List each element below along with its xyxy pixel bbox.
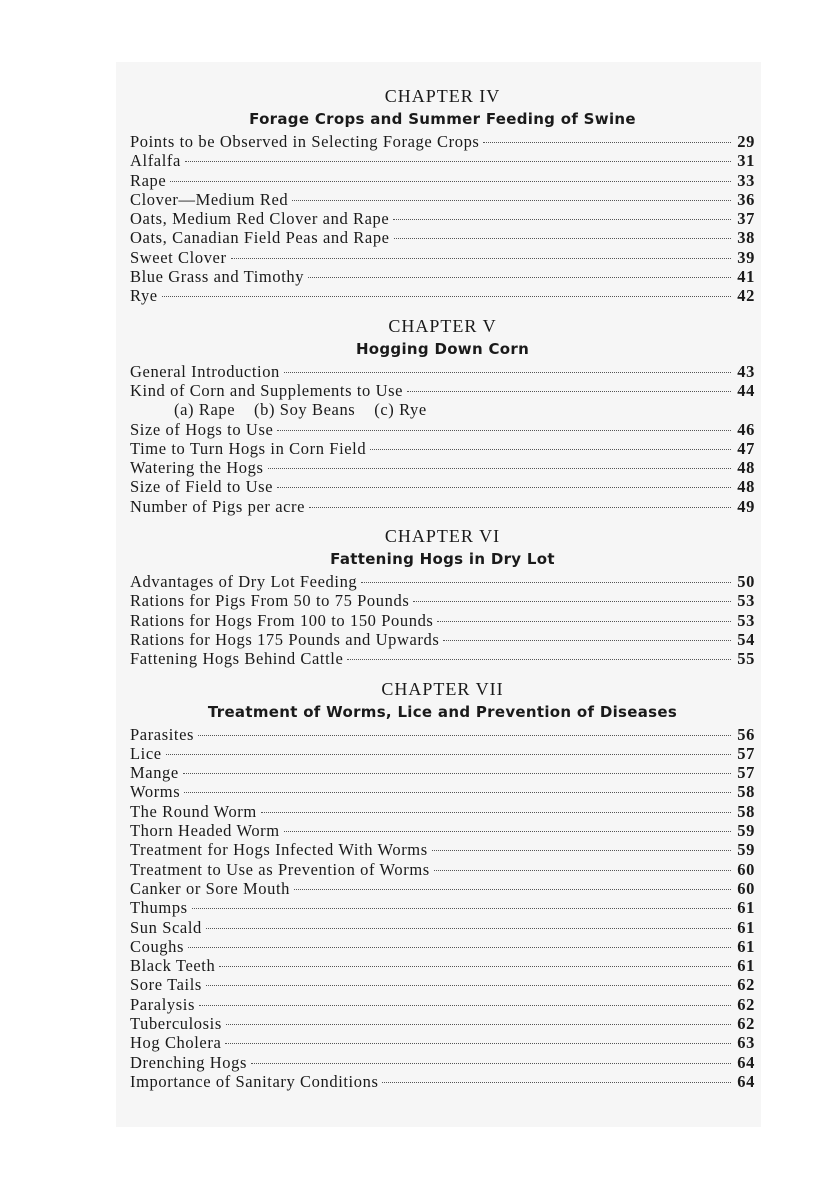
dot-leader [393,219,731,220]
toc-entry-label: Hog Cholera [130,1033,222,1053]
dot-leader [382,1082,731,1083]
toc-entry-label: The Round Worm [130,801,257,821]
chapter-title: CHAPTER VII [381,678,504,699]
toc-page-number: 61 [737,917,755,937]
toc-entry-label: Coughs [130,936,185,956]
toc-entry[interactable] [130,744,755,763]
toc-entry[interactable] [130,228,755,247]
toc-entry[interactable] [130,248,755,267]
toc-entry-label: Rations for Pigs From 50 to 75 Pounds [130,591,410,611]
toc-entry[interactable] [130,1072,755,1091]
dot-leader [308,277,731,278]
toc-entry-label: Sore Tails [130,975,202,995]
toc-page-number: 60 [737,878,755,898]
chapter-subtitle: Fattening Hogs in Dry Lot [330,550,555,569]
dot-leader [261,812,731,813]
toc-entry[interactable] [130,898,755,917]
toc-entry-label: Drenching Hogs [130,1052,248,1072]
toc-page-number: 61 [737,956,755,976]
chapter-subtitle: Hogging Down Corn [355,339,530,358]
toc-page-number: 59 [737,821,755,841]
toc-entry-label: Number of Pigs per acre [130,496,306,516]
toc-page-number: 59 [737,840,755,860]
dot-leader [309,507,731,508]
toc-entry[interactable] [130,975,755,994]
toc-entry[interactable] [130,458,755,477]
toc-entry-label: Kind of Corn and Supplements to Use [130,380,404,400]
toc-entry[interactable] [130,802,755,821]
toc-page-number: 42 [737,286,755,306]
chapter-title: CHAPTER V [388,315,497,336]
dot-leader [185,161,731,162]
toc-page-number: 39 [737,247,755,267]
toc-entry[interactable] [130,860,755,879]
dot-leader [166,754,731,755]
toc-entry-label: Blue Grass and Timothy [130,267,305,287]
toc-entry[interactable] [130,956,755,975]
toc-page-number: 64 [737,1071,755,1091]
toc-page-number: 61 [737,898,755,918]
toc-page-number: 38 [737,228,755,248]
toc-entry[interactable] [130,190,755,209]
toc-entry[interactable] [130,1014,755,1033]
toc-entry-label: Tuberculosis [130,1013,222,1033]
chapter-gap [130,306,755,314]
dot-leader [206,985,731,986]
dot-leader [162,296,731,297]
dot-leader [277,430,731,431]
toc-entry-label: Paralysis [130,994,195,1014]
toc-page-number: 29 [737,132,755,151]
toc-page-number: 41 [737,267,755,287]
toc-page-number: 46 [737,419,755,439]
toc-page-number: 53 [737,591,755,611]
toc-entry-label: Rations for Hogs From 100 to 150 Pounds [130,610,434,630]
dot-leader [432,850,731,851]
toc-entry-label: Size of Hogs to Use [130,419,274,439]
toc-entry[interactable] [130,611,755,630]
toc-entry-label: Size of Field to Use [130,477,274,497]
toc-page-number: 57 [737,763,755,783]
toc-page-number: 62 [737,975,755,995]
toc-entry[interactable] [130,151,755,170]
toc-entry[interactable] [130,209,755,228]
toc-entry-label: Lice [130,743,162,763]
toc-entry[interactable] [130,267,755,286]
toc-entry-label: Thorn Headed Worm [130,821,280,841]
dot-leader [188,947,731,948]
toc-entry[interactable] [130,1053,755,1072]
toc-entry[interactable] [130,995,755,1014]
toc-entry[interactable] [130,879,755,898]
dot-leader [251,1063,731,1064]
chapter-subtitle: Treatment of Worms, Lice and Prevention of Diseases [207,702,678,721]
dot-leader [284,831,731,832]
toc-entry-label: Oats, Canadian Field Peas and Rape [130,228,390,248]
toc-entry-label: Watering the Hogs [130,458,264,478]
toc-entry[interactable] [130,381,755,400]
toc-page-number: 36 [737,189,755,209]
chapter-gap [130,516,755,524]
toc-page-number: 55 [737,649,755,669]
toc-entry[interactable] [130,477,755,496]
dot-leader [231,258,731,259]
toc-entry[interactable] [130,725,755,744]
toc-entry[interactable] [130,420,755,439]
toc-page-number: 31 [737,151,755,171]
toc-page-number: 33 [737,170,755,190]
toc-entry[interactable] [130,821,755,840]
toc-page-number: 37 [737,209,755,229]
chapter-title: CHAPTER VI [384,526,501,547]
toc-entry[interactable] [130,782,755,801]
chapter-section [130,516,755,668]
dot-leader [225,1043,731,1044]
toc-entry-label: Canker or Sore Mouth [130,878,291,898]
toc-entry-label: Treatment to Use as Prevention of Worms [130,859,430,879]
toc-entry-label: Parasites [130,724,195,744]
chapter-gap [130,669,755,677]
chapter-subtitle: Forage Crops and Summer Feeding of Swine [249,110,636,128]
toc-page-number: 58 [737,801,755,821]
toc-entry[interactable] [130,649,755,668]
toc-entry-label: Sun Scald [130,917,202,937]
dot-leader [268,468,731,469]
dot-leader [183,773,731,774]
toc-page-number: 54 [737,629,755,649]
dot-leader [407,391,731,392]
dot-leader [184,792,731,793]
dot-leader [370,449,731,450]
dot-leader [294,889,731,890]
toc-entry[interactable] [130,630,755,649]
toc-page-number: 61 [737,936,755,956]
toc-entry[interactable] [130,171,755,190]
toc-page-number: 56 [737,724,755,744]
dot-leader [437,621,731,622]
toc-page-number: 62 [737,1013,755,1033]
toc-page-number: 60 [737,859,755,879]
dot-leader [413,601,731,602]
toc-entry-label: Thumps [130,898,188,918]
toc-entry[interactable] [130,1033,755,1052]
toc-page-number: 53 [737,610,755,630]
toc-entry[interactable] [130,286,755,305]
dot-leader [198,735,731,736]
dot-leader [199,1005,731,1006]
toc-entry-label: Rape [130,170,167,190]
toc-subentry: (a) Rape (b) Soy Beans (c) Rye [174,400,427,420]
toc-entry-label: Advantages of Dry Lot Feeding [130,572,358,592]
toc-entry-label: Worms [130,782,181,802]
dot-leader [292,200,731,201]
dot-leader [206,928,731,929]
toc-entry-label: Clover—Medium Red [130,189,289,209]
toc-page-number: 64 [737,1052,755,1072]
toc-entry-label: Alfalfa [130,151,181,171]
toc-entry[interactable] [130,918,755,937]
toc-entry-label: Time to Turn Hogs in Corn Field [130,438,367,458]
dot-leader [347,659,731,660]
toc-entry-label: Rye [130,286,158,306]
toc-entry[interactable] [130,572,755,591]
toc-entry-label: Points to be Observed in Selecting Forage Crops [130,132,480,151]
chapter-section [130,669,755,1092]
dot-leader [170,181,731,182]
dot-leader [434,870,731,871]
toc-entry-label: Sweet Clover [130,247,227,267]
toc-page-number: 43 [737,361,755,381]
toc-entry-label: Fattening Hogs Behind Cattle [130,649,344,669]
toc-page-number: 50 [737,572,755,592]
dot-leader [394,238,731,239]
toc-entry-label: Oats, Medium Red Clover and Rape [130,209,390,229]
toc-page-number: 63 [737,1033,755,1053]
toc-entry[interactable] [130,937,755,956]
toc-entry[interactable] [130,132,755,151]
toc-entry[interactable] [130,439,755,458]
toc-entry-label: General Introduction [130,361,280,381]
chapter-section [130,306,755,516]
dot-leader [277,487,731,488]
toc-page-number: 44 [737,380,755,400]
toc-page-number: 58 [737,782,755,802]
toc-entry-label: Treatment for Hogs Infected With Worms [130,840,428,860]
dot-leader [443,640,731,641]
toc-page-number: 48 [737,458,755,478]
toc-entry[interactable] [130,591,755,610]
toc-entry-label: Importance of Sanitary Conditions [130,1071,379,1091]
toc-page-number: 49 [737,496,755,516]
toc-entry[interactable] [130,763,755,782]
toc-entry-label: Rations for Hogs 175 Pounds and Upwards [130,629,440,649]
dot-leader [219,966,731,967]
dot-leader [284,372,731,373]
table-of-contents [130,84,755,1091]
dot-leader [226,1024,731,1025]
chapter-section [130,84,755,306]
chapter-title: CHAPTER IV [384,86,501,106]
toc-entry-label: Mange [130,763,179,783]
toc-entry[interactable] [130,362,755,381]
toc-page-number: 62 [737,994,755,1014]
dot-leader [483,142,731,143]
dot-leader [361,582,731,583]
dot-leader [192,908,731,909]
toc-entry[interactable] [130,497,755,516]
toc-page-number: 47 [737,438,755,458]
toc-page-number: 57 [737,743,755,763]
toc-entry-label: Black Teeth [130,956,216,976]
toc-entry[interactable] [130,840,755,859]
toc-page-number: 48 [737,477,755,497]
